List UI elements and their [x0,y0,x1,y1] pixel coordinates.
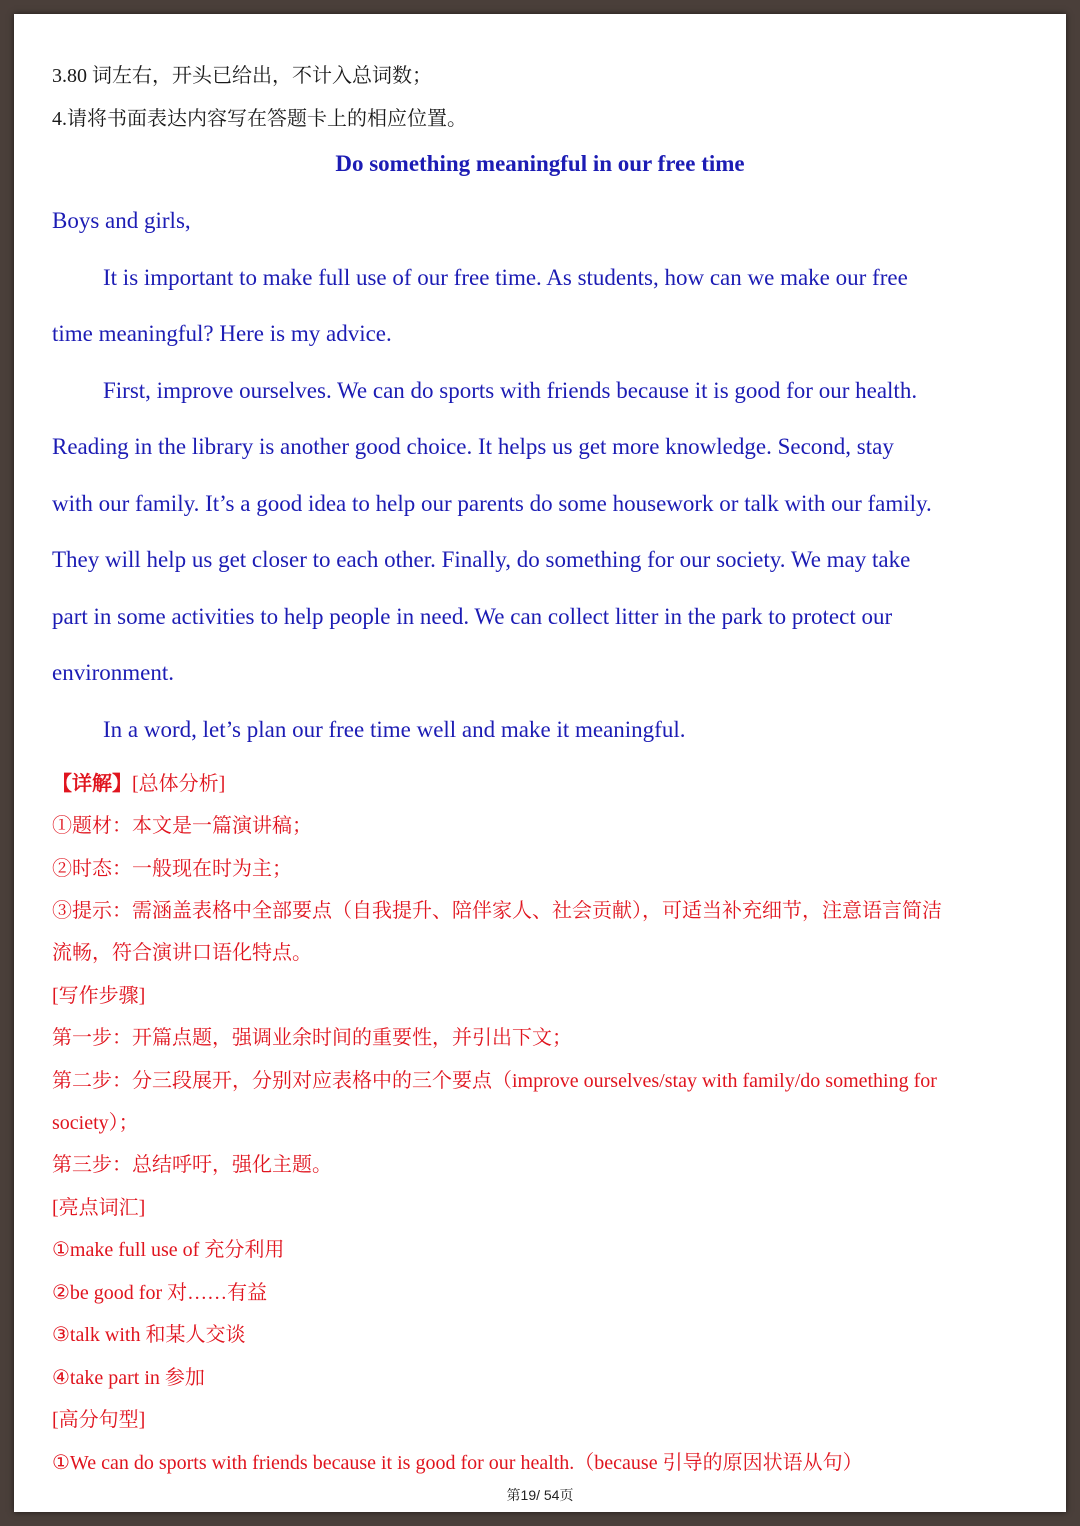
vocab-item: ②be good for 对……有益 [52,1282,268,1304]
analysis-line: ①题材：本文是一篇演讲稿； [52,815,312,837]
analysis-line: ③提示：需涵盖表格中全部要点（自我提升、陪伴家人、社会贡献），可适当补充细节，注意语言简洁 [52,900,942,922]
essay-line: They will help us get closer to each other. Finally, do something for our society. We may take [52,547,911,572]
section-heading: [高分句型] [52,1409,146,1431]
analysis-line: 第一步：开篇点题，强调业余时间的重要性，并引出下文； [52,1027,572,1049]
essay-line: time meaningful? Here is my advice. [52,321,392,346]
section-heading: [亮点词汇] [52,1197,146,1219]
instruction-line: 3.80 词左右，开头已给出，不计入总词数； [52,65,432,87]
essay-title: Do something meaningful in our free time [335,151,745,176]
essay-line: part in some activities to help people in need. We can collect litter in the park to protect our [52,604,893,629]
section-heading: [写作步骤] [52,985,146,1007]
essay-line: First, improve ourselves. We can do sports with friends because it is good for our health. [103,378,918,403]
analysis-line: ②时态：一般现在时为主； [52,858,292,880]
essay-line: It is important to make full use of our free time. As students, how can we make our free [103,265,908,290]
essay-line: with our family. It’s a good idea to help our parents do some housework or talk with our family. [52,491,932,516]
analysis-line: 第二步：分三段展开，分别对应表格中的三个要点（improve ourselves/stay with family/do something for [52,1070,937,1092]
sentence-pattern-item: ①We can do sports with friends because it is good for our health.（because 引导的原因状语从句） [52,1452,863,1474]
vocab-item: ①make full use of 充分利用 [52,1239,285,1261]
instruction-line: 4.请将书面表达内容写在答题卡上的相应位置。 [52,108,467,130]
analysis-heading [52,767,225,796]
essay-line: In a word, let’s plan our free time well and make it meaningful. [103,717,686,742]
analysis-heading-text: [总体分析] [132,773,226,795]
analysis-line: 第三步：总结呼吁，强化主题。 [52,1154,332,1176]
analysis-line: 流畅，符合演讲口语化特点。 [52,942,312,964]
page-number: 第19/ 54页 [506,1487,574,1503]
essay-line: Reading in the library is another good choice. It helps us get more knowledge. Second, stay [52,434,894,459]
analysis-line: society）； [52,1112,139,1134]
analysis-heading-tag: 【详解】 [52,773,132,795]
vocab-item: ③talk with 和某人交谈 [52,1324,246,1346]
document-page [14,14,1066,1512]
essay-line: environment. [52,660,174,685]
essay-greeting: Boys and girls, [52,208,191,233]
vocab-item: ④take part in 参加 [52,1367,205,1389]
